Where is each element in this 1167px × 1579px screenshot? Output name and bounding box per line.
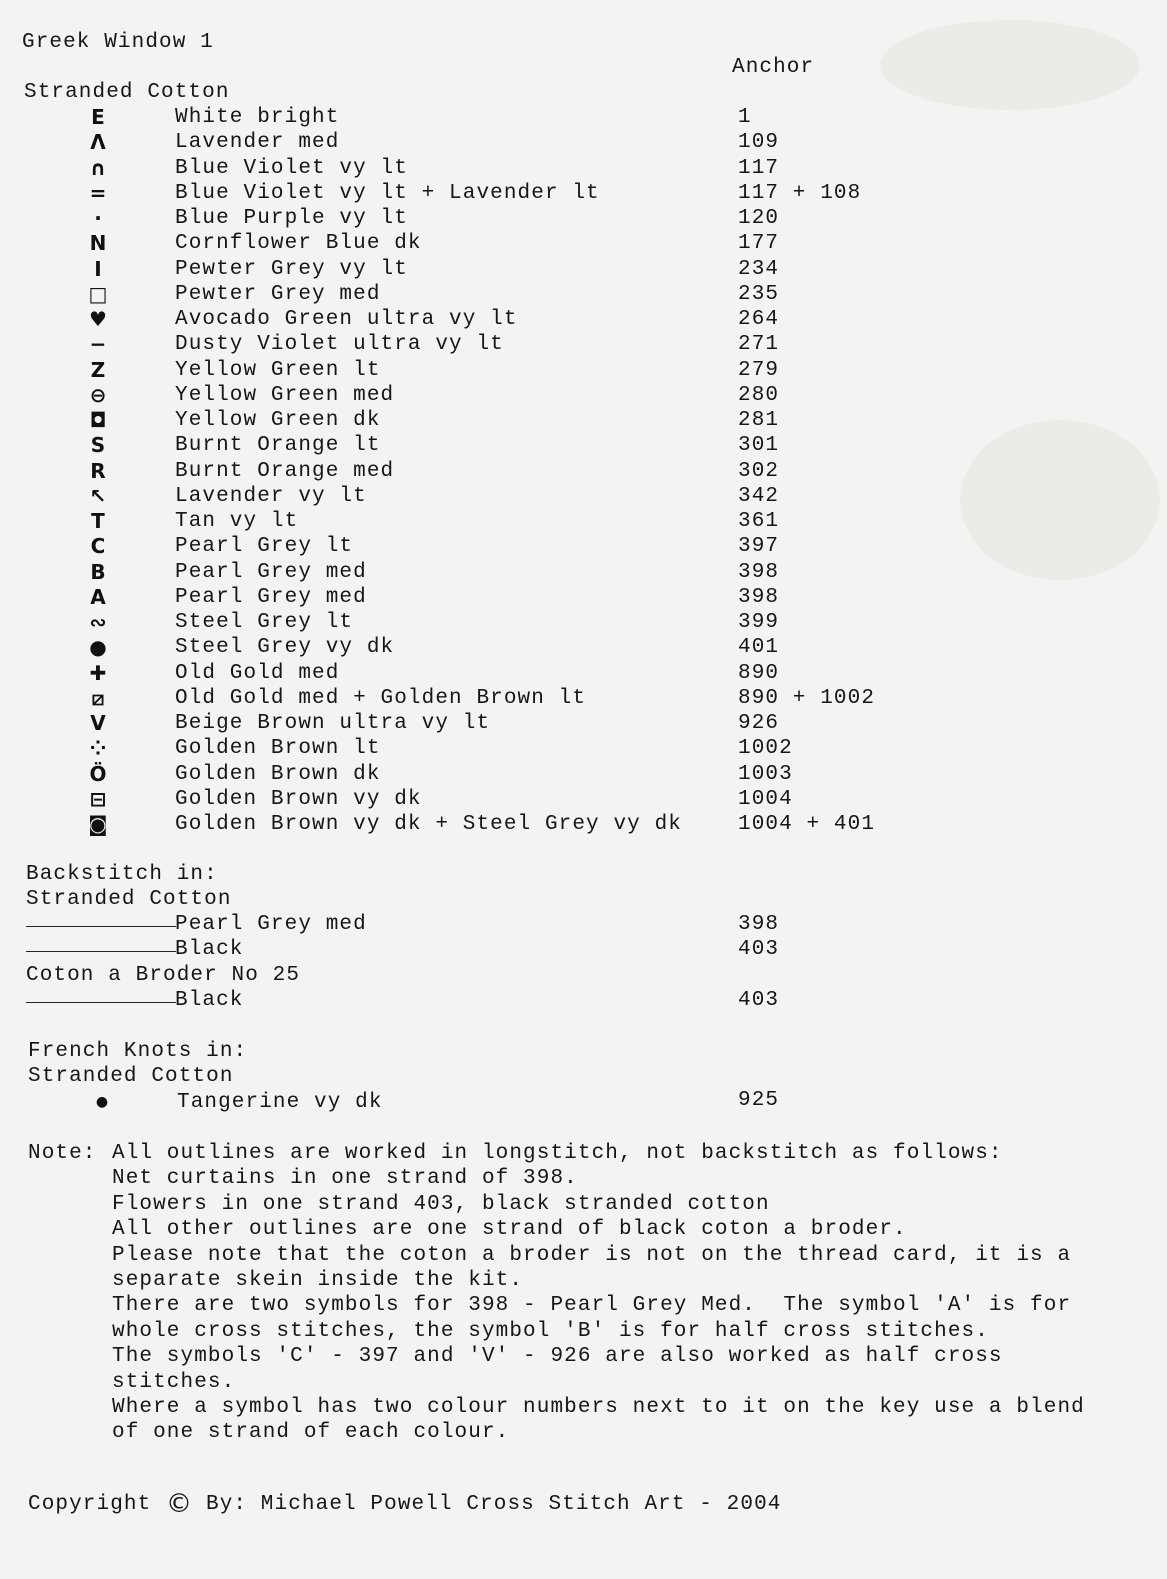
key-symbol-icon: ◙ xyxy=(88,812,108,836)
backstitch-anchor: 403 xyxy=(738,938,780,961)
anchor-number: 401 xyxy=(738,636,780,659)
french-knot-name: Tangerine vy dk xyxy=(177,1091,383,1114)
anchor-number: 281 xyxy=(738,409,780,432)
thread-name: White bright xyxy=(175,106,340,129)
note-label: Note: xyxy=(28,1142,97,1165)
anchor-number: 890 xyxy=(738,662,780,685)
scan-smudge xyxy=(880,20,1140,110)
thread-name: Steel Grey vy dk xyxy=(175,636,395,659)
key-symbol-icon: □ xyxy=(88,282,108,306)
key-symbol-icon: ↖ xyxy=(89,484,107,508)
anchor-number: 117 + 108 xyxy=(738,182,862,205)
anchor-number: 177 xyxy=(738,232,780,255)
key-symbol-icon: E xyxy=(91,105,105,129)
backstitch-line xyxy=(26,951,176,952)
thread-name: Golden Brown lt xyxy=(175,737,381,760)
key-symbol-icon: N xyxy=(89,231,107,255)
backstitch-name: Black xyxy=(175,938,244,961)
key-symbol-icon: ⧄ xyxy=(91,686,105,710)
anchor-number: 271 xyxy=(738,333,780,356)
key-symbol-icon: ∩ xyxy=(89,156,107,180)
thread-name: Pewter Grey med xyxy=(175,283,381,306)
backstitch-name: Black xyxy=(175,989,244,1012)
note-line: Net curtains in one strand of 398. xyxy=(112,1167,578,1190)
key-symbol-icon: ⁘ xyxy=(89,736,107,760)
thread-name: Yellow Green dk xyxy=(175,409,381,432)
thread-name: Avocado Green ultra vy lt xyxy=(175,308,518,331)
key-symbol-icon: B xyxy=(90,560,106,584)
key-symbol-icon: S xyxy=(90,433,106,457)
note-line: Where a symbol has two colour numbers next to it on the key use a blend xyxy=(112,1396,1085,1419)
note-line: There are two symbols for 398 - Pearl Grey Med. The symbol 'A' is for xyxy=(112,1294,1072,1317)
backstitch-stranded-cotton-label: Stranded Cotton xyxy=(26,888,232,911)
key-symbol-icon: ✚ xyxy=(89,661,107,685)
anchor-number: 302 xyxy=(738,460,780,483)
key-symbol-icon: ⊖ xyxy=(89,383,107,407)
anchor-number: 890 + 1002 xyxy=(738,687,876,710)
note-line: All outlines are worked in longstitch, not backstitch as follows: xyxy=(112,1142,1003,1165)
thread-name: Golden Brown vy dk xyxy=(175,788,422,811)
note-line: All other outlines are one strand of black coton a broder. xyxy=(112,1218,907,1241)
backstitch-name: Pearl Grey med xyxy=(175,913,367,936)
french-knot-anchor: 925 xyxy=(738,1089,780,1112)
anchor-number: 1004 xyxy=(738,788,793,811)
backstitch-heading: Backstitch in: xyxy=(26,863,218,886)
thread-name: Pearl Grey lt xyxy=(175,535,354,558)
thread-name: Burnt Orange med xyxy=(175,460,395,483)
thread-name: Cornflower Blue dk xyxy=(175,232,422,255)
key-symbol-icon: I xyxy=(94,257,102,281)
copyright-icon: © xyxy=(166,1489,194,1519)
key-symbol-icon: V xyxy=(90,711,106,735)
thread-name: Tan vy lt xyxy=(175,510,299,533)
anchor-number: 926 xyxy=(738,712,780,735)
thread-name: Burnt Orange lt xyxy=(175,434,381,457)
thread-name: Yellow Green med xyxy=(175,384,395,407)
thread-name: Blue Violet vy lt + Lavender lt xyxy=(175,182,600,205)
key-symbol-icon: ♥ xyxy=(89,307,107,331)
thread-name: Pewter Grey vy lt xyxy=(175,258,408,281)
note-line: whole cross stitches, the symbol 'B' is for half cross stitches. xyxy=(112,1320,989,1343)
key-symbol-icon: R xyxy=(90,459,106,483)
anchor-number: 399 xyxy=(738,611,780,634)
key-symbol-icon: − xyxy=(89,332,107,356)
backstitch-anchor: 403 xyxy=(738,989,780,1012)
thread-name: Pearl Grey med xyxy=(175,561,367,584)
anchor-number: 234 xyxy=(738,258,780,281)
french-knots-stranded-cotton-label: Stranded Cotton xyxy=(28,1065,234,1088)
key-symbol-icon: Ʌ xyxy=(90,130,106,154)
anchor-number: 280 xyxy=(738,384,780,407)
anchor-number: 1004 + 401 xyxy=(738,813,876,836)
thread-name: Lavender vy lt xyxy=(175,485,367,508)
backstitch-line xyxy=(26,926,176,927)
anchor-number: 120 xyxy=(738,207,780,230)
note-line: stitches. xyxy=(112,1371,236,1394)
thread-name: Old Gold med + Golden Brown lt xyxy=(175,687,587,710)
thread-name: Pearl Grey med xyxy=(175,586,367,609)
anchor-number: 301 xyxy=(738,434,780,457)
anchor-number: 342 xyxy=(738,485,780,508)
anchor-number: 235 xyxy=(738,283,780,306)
note-line: Flowers in one strand 403, black stranded cotton xyxy=(112,1193,770,1216)
french-knots-heading: French Knots in: xyxy=(28,1040,248,1063)
note-line: of one strand of each colour. xyxy=(112,1421,510,1444)
key-symbol-icon: = xyxy=(89,181,107,205)
backstitch-anchor: 398 xyxy=(738,913,780,936)
anchor-number: 1003 xyxy=(738,763,793,786)
anchor-number: 109 xyxy=(738,131,780,154)
anchor-number: 279 xyxy=(738,359,780,382)
thread-name: Yellow Green lt xyxy=(175,359,381,382)
copyright-label: Copyright xyxy=(28,1493,152,1516)
anchor-number: 398 xyxy=(738,561,780,584)
key-symbol-icon: T xyxy=(91,509,105,533)
anchor-number: 264 xyxy=(738,308,780,331)
page-title: Greek Window 1 xyxy=(22,31,214,54)
thread-name: Beige Brown ultra vy lt xyxy=(175,712,491,735)
thread-name: Old Gold med xyxy=(175,662,340,685)
anchor-number: 1002 xyxy=(738,737,793,760)
key-symbol-icon: · xyxy=(94,206,102,230)
note-line: The symbols 'C' - 397 and 'V' - 926 are also worked as half cross xyxy=(112,1345,1003,1368)
key-symbol-icon: ∾ xyxy=(89,610,107,634)
note-line: separate skein inside the kit. xyxy=(112,1269,524,1292)
key-symbol-icon: Ö xyxy=(89,762,107,786)
key-symbol-icon: ⊟ xyxy=(89,787,107,811)
thread-name: Dusty Violet ultra vy lt xyxy=(175,333,504,356)
anchor-number: 398 xyxy=(738,586,780,609)
thread-name: Blue Violet vy lt xyxy=(175,157,408,180)
anchor-column-header: Anchor xyxy=(732,56,815,79)
thread-name: Steel Grey lt xyxy=(175,611,354,634)
stranded-cotton-heading: Stranded Cotton xyxy=(24,81,230,104)
key-symbol-icon: C xyxy=(90,534,106,558)
backstitch-line xyxy=(26,1002,176,1003)
french-knot-dot-icon: ● xyxy=(95,1094,109,1110)
anchor-number: 1 xyxy=(738,106,752,129)
thread-name: Golden Brown vy dk + Steel Grey vy dk xyxy=(175,813,682,836)
thread-name: Lavender med xyxy=(175,131,340,154)
coton-a-broder-label: Coton a Broder No 25 xyxy=(26,964,301,987)
key-symbol-icon: Z xyxy=(90,358,106,382)
thread-name: Blue Purple vy lt xyxy=(175,207,408,230)
key-symbol-icon: A xyxy=(90,585,106,609)
thread-name: Golden Brown dk xyxy=(175,763,381,786)
key-symbol-icon: ◘ xyxy=(89,408,107,432)
anchor-number: 361 xyxy=(738,510,780,533)
scan-smudge xyxy=(960,420,1160,580)
anchor-number: 397 xyxy=(738,535,780,558)
key-symbol-icon: ● xyxy=(89,635,107,659)
note-line: Please note that the coton a broder is not on the thread card, it is a xyxy=(112,1244,1072,1267)
anchor-number: 117 xyxy=(738,157,780,180)
copyright-text: By: Michael Powell Cross Stitch Art - 2004 xyxy=(206,1493,782,1516)
